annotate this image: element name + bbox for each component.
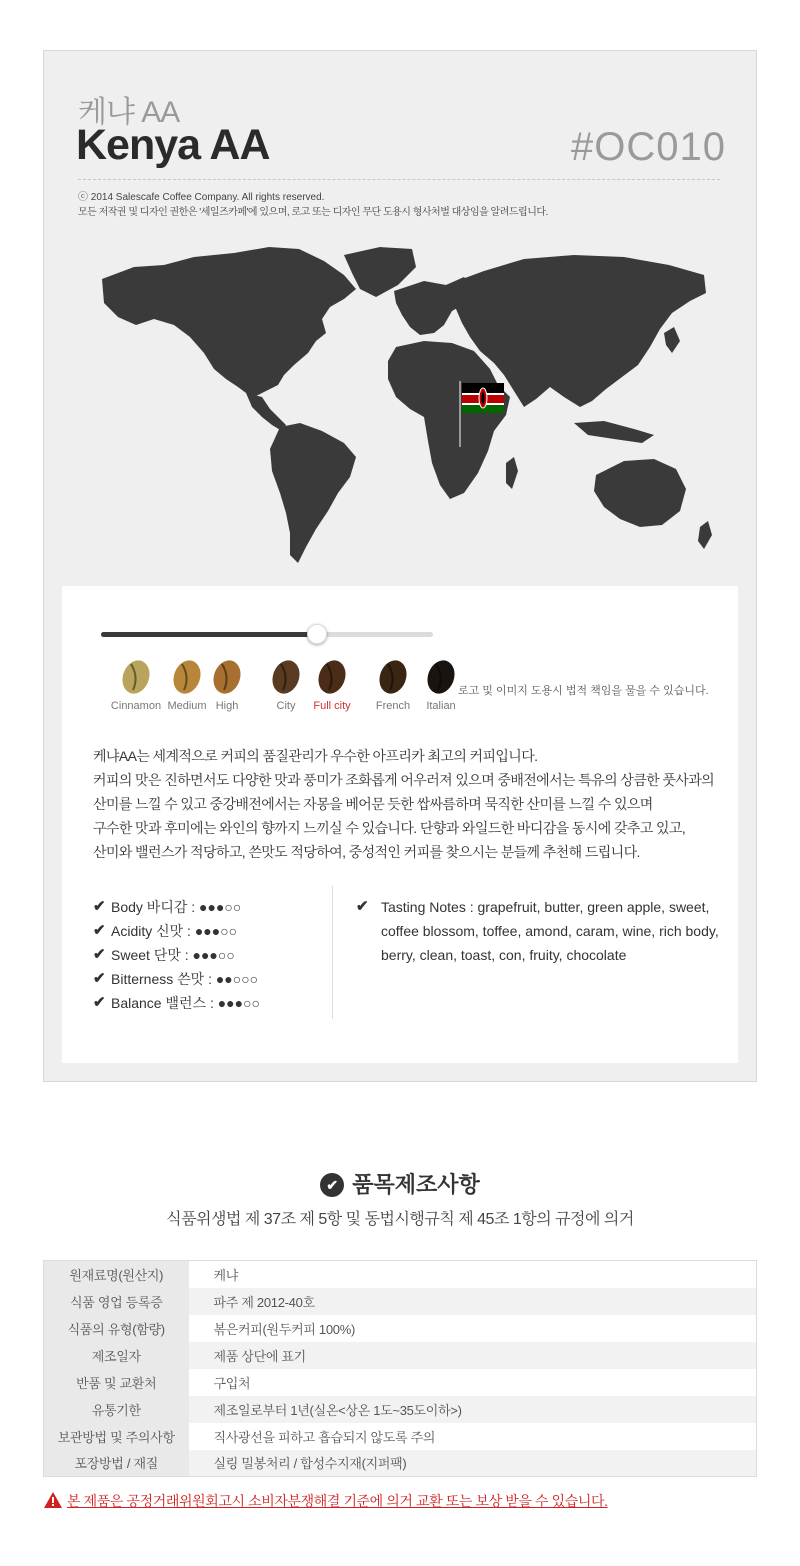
coffee-bean-icon (317, 658, 347, 700)
table-value: 케냐 (189, 1261, 757, 1288)
product-card (43, 50, 757, 1082)
attribute-sweet (93, 943, 260, 967)
title-english: Kenya AA (76, 121, 270, 169)
check-icon: ✔ (93, 970, 106, 987)
continents (102, 247, 712, 563)
africa (388, 341, 510, 499)
warning-icon (43, 1491, 63, 1509)
divider (78, 179, 720, 180)
table-value: 제조일로부터 1년(실온<상온 1도~35도이하>) (189, 1396, 757, 1423)
product-code: #OC010 (571, 125, 726, 169)
table-key: 식품 영업 등록증 (44, 1288, 189, 1315)
attribute-text: Acidity 신맛 : ●●●○○ (111, 923, 238, 939)
roast-level-label[interactable]: French (375, 700, 411, 712)
new-zealand (698, 521, 712, 549)
table-row (44, 1450, 757, 1477)
roast-level-label[interactable]: City (276, 700, 296, 712)
coffee-bean-icon (121, 658, 151, 700)
check-icon: ✔ (356, 898, 369, 915)
product-info-table (43, 1260, 757, 1477)
table-value: 파주 제 2012-40호 (189, 1288, 757, 1315)
description-line: 산미와 밸런스가 적당하고, 쓴맛도 적당하여, 중성적인 커피를 찾으시는 분들께 추천해 드립니다. (93, 844, 640, 860)
roast-level-label[interactable]: Cinnamon (110, 700, 162, 712)
central-america (246, 393, 286, 431)
south-america (270, 423, 356, 563)
attribute-text: Balance 밸런스 : ●●●○○ (111, 995, 261, 1011)
table-key: 원재료명(원산지) (44, 1261, 189, 1288)
coffee-bean-icon (271, 658, 301, 700)
check-icon: ✔ (93, 922, 106, 939)
australia (594, 459, 686, 527)
indonesia (574, 421, 654, 443)
attribute-text: Sweet 단맛 : ●●●○○ (111, 947, 235, 963)
kenya-flag-icon (462, 383, 504, 413)
title-korean: 케냐 AA (78, 96, 180, 129)
column-divider (332, 886, 333, 1019)
coffee-bean-icon (426, 658, 456, 700)
copyright-line: ⓒ 2014 Salescafe Coffee Company. All rights reserved. (78, 192, 325, 203)
check-circle-icon: ✔ (320, 1173, 344, 1197)
roast-slider-fill (101, 632, 317, 637)
table-row (44, 1423, 757, 1450)
description-line: 커피의 맛은 진하면서도 다양한 맛과 풍미가 조화롭게 어우러져 있으며 중배전에서는 특유의 상큼한 풋사과의 (93, 772, 715, 788)
roast-level-label[interactable]: Italian (426, 700, 456, 712)
roast-slider-knob[interactable] (307, 624, 327, 644)
roast-level-label[interactable]: Full city (313, 700, 351, 712)
roast-slider[interactable] (101, 632, 433, 637)
check-icon: ✔ (93, 994, 106, 1011)
attribute-text: Bitterness 쓴맛 : ●●○○○ (111, 971, 259, 987)
madagascar (506, 457, 518, 489)
coffee-bean-icon (378, 658, 408, 700)
attribute-acidity (93, 919, 260, 943)
warning-notice (43, 1491, 608, 1511)
table-row (44, 1261, 757, 1288)
table-row (44, 1396, 757, 1423)
roast-panel (62, 586, 738, 1063)
japan (664, 327, 680, 353)
check-icon: ✔ (93, 946, 106, 963)
attribute-body (93, 895, 260, 919)
section-subtitle: 식품위생법 제 37조 제 5항 및 동법시행규칙 제 45조 1항의 규정에 의거 (166, 1211, 634, 1228)
table-value: 구입처 (189, 1369, 757, 1396)
table-value: 직사광선을 피하고 흡습되지 않도록 주의 (189, 1423, 757, 1450)
table-key: 보관방법 및 주의사항 (44, 1423, 189, 1450)
check-icon: ✔ (93, 898, 106, 915)
table-row (44, 1342, 757, 1369)
attribute-list (93, 895, 260, 1015)
description (93, 744, 733, 864)
table-key: 포장방법 / 재질 (44, 1450, 189, 1477)
table-value: 볶은커피(원두커피 100%) (189, 1315, 757, 1342)
table-row (44, 1369, 757, 1396)
table-key: 제조일자 (44, 1342, 189, 1369)
attribute-text: Body 바디감 : ●●●○○ (111, 899, 242, 915)
attribute-balance (93, 991, 260, 1015)
attribute-bitterness (93, 967, 260, 991)
table-value: 제품 상단에 표기 (189, 1342, 757, 1369)
section-title-text: 품목제조사항 (352, 1172, 480, 1197)
table-key: 반품 및 교환처 (44, 1369, 189, 1396)
coffee-bean-icon (212, 658, 242, 700)
table-key: 식품의 유형(함량) (44, 1315, 189, 1342)
roast-note: 로고 및 이미지 도용시 법적 책임을 물을 수 있습니다. (458, 685, 709, 697)
warning-text: 본 제품은 공정거래위원회고시 소비자분쟁해결 기준에 의거 교환 또는 보상 받을 수 있습니다. (67, 1493, 608, 1509)
roast-level-label[interactable]: Medium (167, 700, 207, 712)
copyright-notice: 모든 저작권 및 디자인 권한은 '세일즈카페'에 있으며, 로고 또는 디자인 무단 도용시 형사처벌 대상임을 알려드립니다. (78, 207, 548, 218)
north-america (102, 247, 356, 397)
coffee-bean-icon (172, 658, 202, 700)
tasting-notes (356, 895, 726, 967)
section-title (0, 1168, 800, 1199)
roast-level-label[interactable]: High (215, 700, 239, 712)
table-row (44, 1288, 757, 1315)
tasting-notes-text: Tasting Notes : grapefruit, butter, green apple, sweet, coffee blossom, toffee, amond, caram, wine, rich body, berry, clean, toast, con, fruity, chocolate (381, 899, 719, 963)
description-line: 케냐AA는 세계적으로 커피의 품질관리가 우수한 아프리카 최고의 커피입니다. (93, 748, 538, 764)
world-map (94, 237, 714, 567)
table-key: 유통기한 (44, 1396, 189, 1423)
description-line: 산미를 느낄 수 있고 중강배전에서는 자몽을 베어문 듯한 쌉싸름하며 묵직한 산미를 느낄 수 있으며 (93, 796, 653, 812)
description-line: 구수한 맛과 후미에는 와인의 향까지 느끼실 수 있습니다. 단향과 와일드한 바디감을 동시에 갖추고 있고, (93, 820, 686, 836)
table-value: 실링 밀봉처리 / 합성수지재(지퍼팩) (189, 1450, 757, 1477)
table-row (44, 1315, 757, 1342)
